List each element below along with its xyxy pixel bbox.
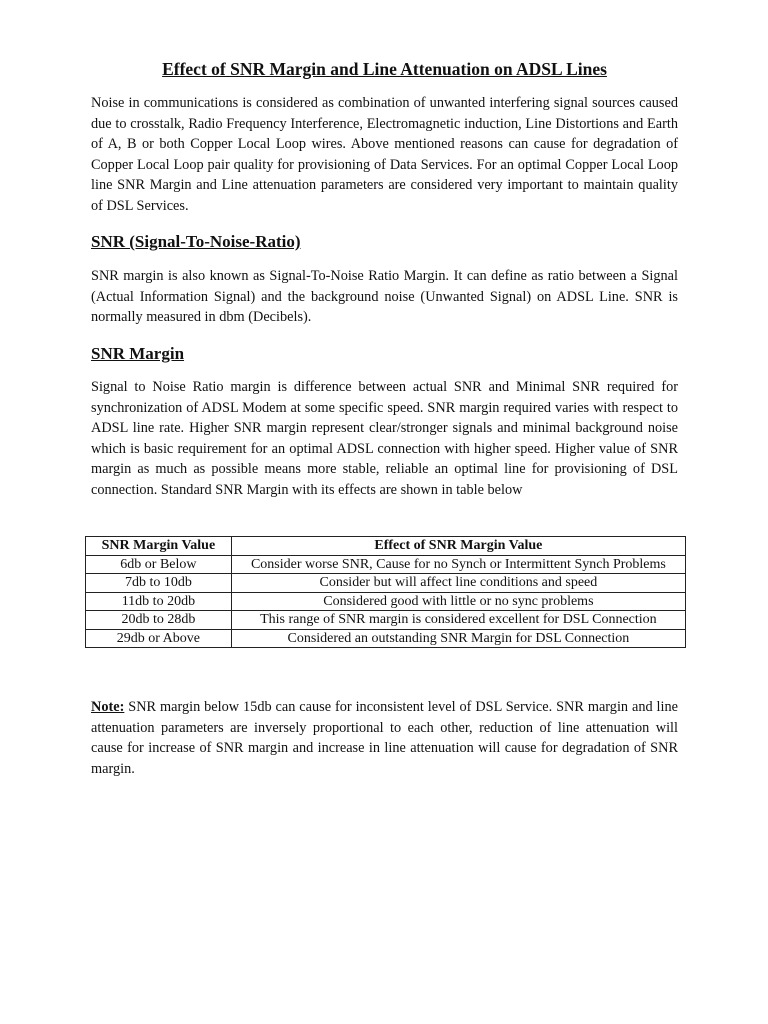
table-cell-effect: This range of SNR margin is considered excellent for DSL Connection: [231, 611, 685, 630]
note-text: SNR margin below 15db can cause for inconsistent level of DSL Service. SNR margin and line attenuation parameters are inversely proportional to each other, reduction of line attenuation will cause for increase of SNR margin and increase in line attenuation will cause for degradation of SNR margin.: [91, 699, 678, 777]
table-row: [86, 574, 686, 593]
note-label: Note:: [91, 699, 125, 715]
intro-paragraph: Noise in communications is considered as combination of unwanted interfering signal sources caused due to crosstalk, Radio Frequency Interference, Electromagnetic induction, Line Distortions and Earth of A, B or both Copper Local Loop wires. Above mentioned reasons can cause for degradation of Copper Local Loop pair quality for provisioning of Data Services. For an optimal Copper Local Loop line SNR Margin and Line attenuation parameters are considered very important to maintain quality of DSL Services.: [91, 95, 678, 214]
table-cell-effect: Considered an outstanding SNR Margin for DSL Connection: [231, 629, 685, 648]
table-cell-value: 20db to 28db: [86, 611, 232, 630]
table-cell-effect: Consider but will affect line conditions and speed: [231, 574, 685, 593]
note-paragraph: [91, 697, 678, 779]
table-row: [86, 611, 686, 630]
table-row: [86, 629, 686, 648]
snr-paragraph: SNR margin is also known as Signal-To-Noise Ratio Margin. It can define as ratio between a Signal (Actual Information Signal) and the background noise (Unwanted Signal) on ADSL Line. SNR is normally measured in dbm (Decibels).: [91, 268, 678, 326]
document-title: Effect of SNR Margin and Line Attenuation on ADSL Lines: [162, 59, 607, 79]
snr-margin-paragraph: Signal to Noise Ratio margin is difference between actual SNR and Minimal SNR required for synchronization of ADSL Modem at some specific speed. SNR margin required varies with respect to ADSL line rate. Higher SNR margin represent clear/stronger signals and minimal background noise which is basic requirement for an optimal ADSL connection with higher speed. Higher value of SNR margin as much as possible means more stable, reliable an optimal line for provisioning of DSL connection. Standard SNR Margin with its effects are shown in table below: [91, 379, 678, 498]
snr-margin-table: [85, 536, 686, 648]
table-row: [86, 555, 686, 574]
table-header-row: [86, 537, 686, 556]
table-cell-effect: Considered good with little or no sync problems: [231, 592, 685, 611]
table-cell-value: 29db or Above: [86, 629, 232, 648]
section-heading-snr-margin: SNR Margin: [91, 344, 185, 363]
table-cell-effect: Consider worse SNR, Cause for no Synch or Intermittent Synch Problems: [231, 555, 685, 574]
header-snr-margin-value: SNR Margin Value: [86, 537, 232, 556]
section-heading-snr: SNR (Signal-To-Noise-Ratio): [91, 232, 301, 251]
table-row: [86, 592, 686, 611]
header-effect: Effect of SNR Margin Value: [231, 537, 685, 556]
table-cell-value: 6db or Below: [86, 555, 232, 574]
table-cell-value: 7db to 10db: [86, 574, 232, 593]
table-cell-value: 11db to 20db: [86, 592, 232, 611]
